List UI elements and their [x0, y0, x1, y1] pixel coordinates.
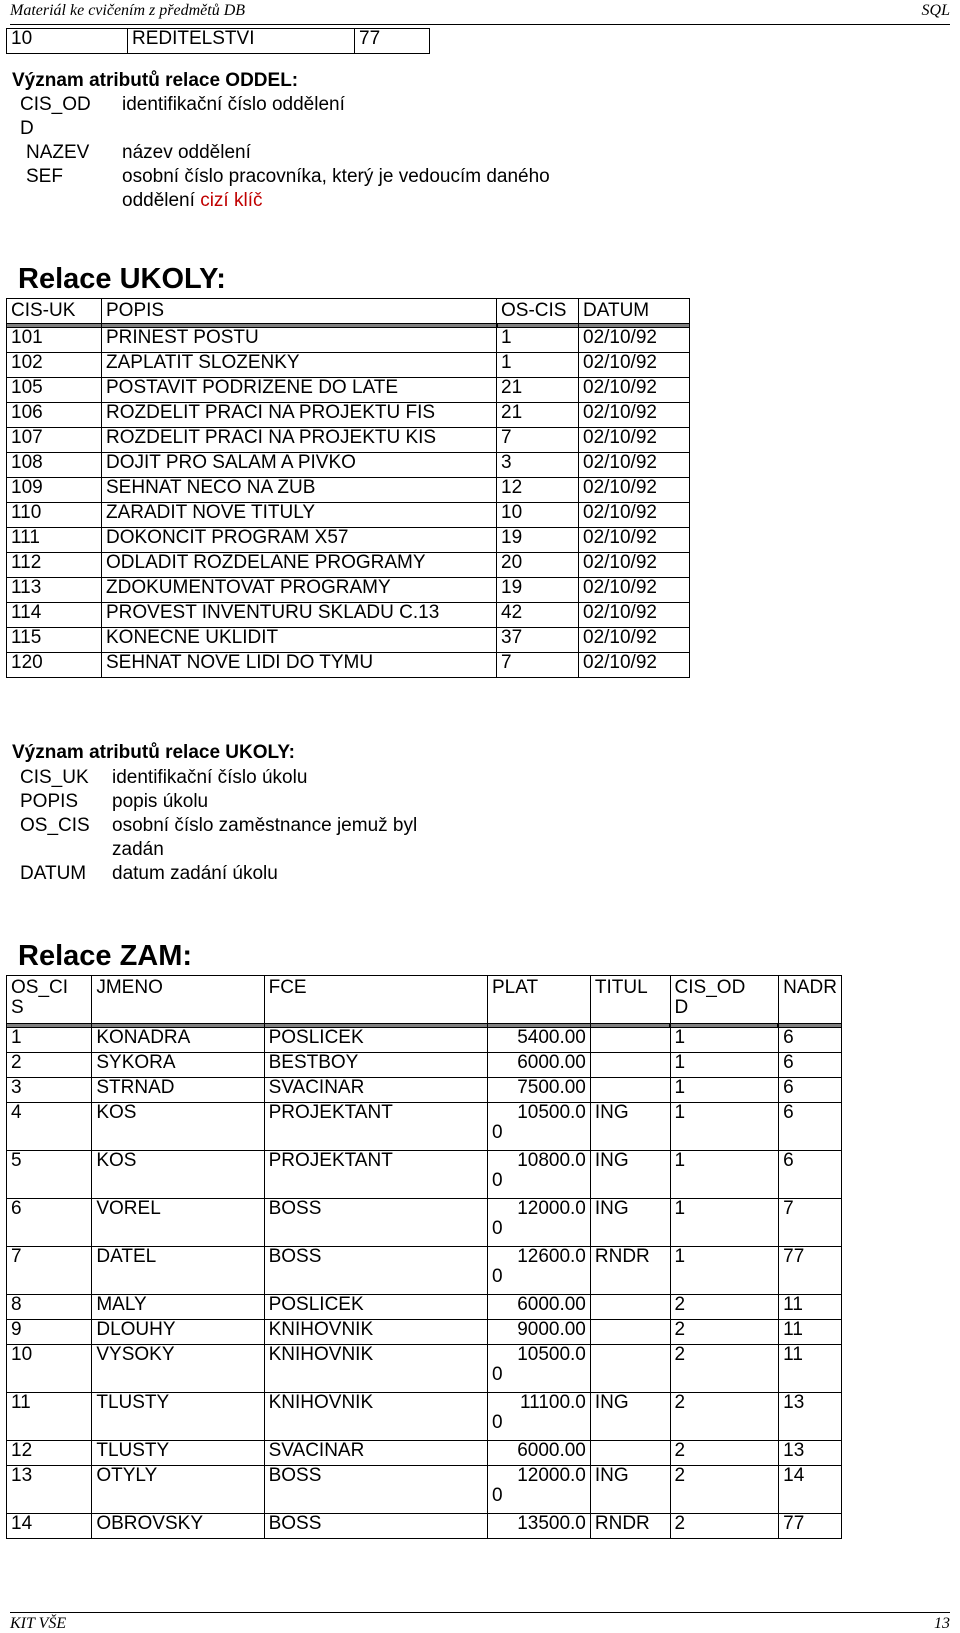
table-cell: 115 [7, 628, 102, 653]
foreign-key-note: cizí klíč [200, 190, 263, 211]
oddel-attrs-title: Význam atributů relace ODDEL: [12, 70, 299, 91]
table-row [7, 1393, 842, 1441]
table-cell: 108 [7, 453, 102, 478]
table-cell: SVACINAR [264, 1078, 487, 1103]
salary-value: 7500.00 [517, 1077, 586, 1098]
table-cell: 77 [779, 1247, 842, 1295]
attr-value: popis úkolu [112, 791, 209, 812]
table-cell: 11 [779, 1320, 842, 1345]
attr-value: identifikační číslo oddělení [122, 94, 345, 115]
table-cell [488, 1247, 591, 1295]
salary-value-wrap: 0 [492, 1218, 503, 1239]
page-footer [10, 1612, 950, 1633]
ukoly-attrs-list [20, 766, 620, 886]
table-cell: 37 [497, 628, 579, 653]
table-cell: 120 [7, 653, 102, 678]
ukoly-title: Relace UKOLY: [18, 263, 226, 295]
table-cell: 3 [497, 453, 579, 478]
table-row [7, 1199, 842, 1247]
table-cell: 02/10/92 [579, 328, 690, 353]
table-cell: 113 [7, 578, 102, 603]
table-cell: 11 [7, 1393, 92, 1441]
table-cell: 1 [497, 328, 579, 353]
ukoly-attrs-title: Význam atributů relace UKOLY: [12, 742, 295, 763]
table-row [7, 1320, 842, 1345]
table-cell: KONADRA [92, 1028, 264, 1053]
ukoly-table [6, 298, 690, 678]
table-cell: 13 [779, 1441, 842, 1466]
attr-value: identifikační číslo úkolu [112, 767, 308, 788]
column-header: CIS-UK [7, 299, 102, 324]
table-row [7, 378, 690, 403]
table-cell: 112 [7, 553, 102, 578]
table-cell [488, 1028, 591, 1053]
table-row [7, 328, 690, 353]
table-cell: OTYLY [92, 1466, 264, 1514]
table-cell: 6 [779, 1103, 842, 1151]
table-cell: ING [590, 1151, 670, 1199]
salary-value-wrap: 0 [492, 1485, 503, 1506]
table-cell: BOSS [264, 1514, 487, 1539]
oddel-cis-od: 10 [7, 29, 128, 54]
table-cell: 6 [779, 1151, 842, 1199]
table-cell: DOKONCIT PROGRAM X57 [102, 528, 497, 553]
table-cell: 11 [779, 1345, 842, 1393]
table-cell: 02/10/92 [579, 603, 690, 628]
table-row [7, 353, 690, 378]
table-cell: TLUSTY [92, 1441, 264, 1466]
table-cell: 42 [497, 603, 579, 628]
salary-value: 10800.0 [517, 1150, 586, 1171]
table-row [7, 428, 690, 453]
table-cell: OBROVSKY [92, 1514, 264, 1539]
table-cell [488, 1295, 591, 1320]
footer-institution: KIT VŠE [10, 1615, 67, 1632]
table-cell: 105 [7, 378, 102, 403]
table-header-row [7, 299, 690, 324]
attr-key: DATUM [20, 863, 87, 884]
table-cell: BOSS [264, 1199, 487, 1247]
table-cell: KONECNE UKLIDIT [102, 628, 497, 653]
salary-value-wrap: 0 [492, 1122, 503, 1143]
table-cell: 02/10/92 [579, 528, 690, 553]
table-cell [590, 1345, 670, 1393]
table-cell: 02/10/92 [579, 428, 690, 453]
table-cell [590, 1078, 670, 1103]
table-row [7, 1466, 842, 1514]
table-cell [590, 1028, 670, 1053]
table-cell: 1 [7, 1028, 92, 1053]
attr-key: NAZEV [26, 142, 90, 163]
table-cell: MALY [92, 1295, 264, 1320]
column-header: POPIS [102, 299, 497, 324]
column-header-text: NADR [783, 977, 837, 998]
column-header [590, 976, 670, 1024]
table-cell: 02/10/92 [579, 578, 690, 603]
zam-table [6, 975, 842, 1539]
table-cell: 9 [7, 1320, 92, 1345]
table-cell [488, 1103, 591, 1151]
table-cell: 2 [670, 1345, 779, 1393]
attr-value-cont [122, 189, 262, 213]
table-row [7, 578, 690, 603]
column-header [670, 976, 779, 1024]
table-cell: 11 [779, 1295, 842, 1320]
table-cell: 14 [7, 1514, 92, 1539]
table-cell: 7 [779, 1199, 842, 1247]
table-cell: 02/10/92 [579, 478, 690, 503]
table-cell [488, 1393, 591, 1441]
table-cell: BOSS [264, 1247, 487, 1295]
table-cell: 21 [497, 378, 579, 403]
table-cell: SYKORA [92, 1053, 264, 1078]
table-cell [488, 1151, 591, 1199]
table-row [7, 453, 690, 478]
salary-value: 10500.0 [517, 1102, 586, 1123]
table-row [7, 1441, 842, 1466]
table-cell: 2 [670, 1466, 779, 1514]
table-cell: 20 [497, 553, 579, 578]
table-cell: KOS [92, 1151, 264, 1199]
table-cell [590, 1441, 670, 1466]
table-cell: SEHNAT NECO NA ZUB [102, 478, 497, 503]
attr-key: D [20, 118, 34, 139]
column-header [488, 976, 591, 1024]
header-course-title: Materiál ke cvičením z předmětů DB [10, 2, 246, 19]
table-cell: 1 [670, 1151, 779, 1199]
salary-value: 12600.0 [517, 1246, 586, 1267]
table-cell: 12 [7, 1441, 92, 1466]
page-number: 13 [934, 1615, 950, 1632]
table-cell: 111 [7, 528, 102, 553]
table-row [7, 403, 690, 428]
table-row [7, 1151, 842, 1199]
table-cell: 2 [7, 1053, 92, 1078]
attr-value: osobní číslo pracovníka, který je vedoucím daného [122, 166, 550, 187]
column-header-text: OS_CI [11, 977, 69, 998]
column-header-text: PLAT [492, 977, 539, 998]
column-header: OS-CIS [497, 299, 579, 324]
table-cell [590, 1295, 670, 1320]
table-row [7, 553, 690, 578]
table-cell: 1 [497, 353, 579, 378]
table-cell: VOREL [92, 1199, 264, 1247]
attr-key: SEF [26, 166, 63, 187]
attr-key: CIS_UK [20, 767, 89, 788]
table-cell: BESTBOY [264, 1053, 487, 1078]
table-row [7, 1345, 842, 1393]
column-header-text: TITUL [594, 977, 648, 998]
table-cell: 2 [670, 1441, 779, 1466]
table-cell: 1 [670, 1028, 779, 1053]
table-row [7, 1295, 842, 1320]
table-row [7, 1247, 842, 1295]
table-cell: ZAPLATIT SLOZENKY [102, 353, 497, 378]
table-cell: SVACINAR [264, 1441, 487, 1466]
table-cell: 1 [670, 1078, 779, 1103]
table-cell: 19 [497, 578, 579, 603]
table-cell: 02/10/92 [579, 553, 690, 578]
salary-value: 5400.00 [517, 1027, 586, 1048]
column-header-text: FCE [268, 977, 307, 998]
header-topic: SQL [921, 2, 950, 19]
table-cell: 02/10/92 [579, 503, 690, 528]
column-header [779, 976, 842, 1024]
attr-value: osobní číslo zaměstnance jemuž byl [112, 815, 418, 836]
table-cell: KNIHOVNIK [264, 1320, 487, 1345]
table-row [7, 528, 690, 553]
table-cell [488, 1320, 591, 1345]
table-row [7, 603, 690, 628]
table-cell: 10 [497, 503, 579, 528]
salary-value: 13500.0 [517, 1513, 586, 1534]
table-cell: ROZDELIT PRACI NA PROJEKTU KIS [102, 428, 497, 453]
column-header: DATUM [579, 299, 690, 324]
column-header [264, 976, 487, 1024]
table-cell: BOSS [264, 1466, 487, 1514]
table-cell: ING [590, 1393, 670, 1441]
table-cell: RNDR [590, 1514, 670, 1539]
table-cell: PROJEKTANT [264, 1103, 487, 1151]
oddel-sef: 77 [355, 29, 430, 54]
table-cell: 12 [497, 478, 579, 503]
page-header [10, 0, 950, 25]
salary-value: 12000.0 [517, 1198, 586, 1219]
table-row [7, 1078, 842, 1103]
table-cell: DATEL [92, 1247, 264, 1295]
table-cell: 7 [497, 653, 579, 678]
table-cell: 102 [7, 353, 102, 378]
table-cell: KOS [92, 1103, 264, 1151]
table-row [7, 29, 430, 54]
table-row [7, 503, 690, 528]
attr-key: CIS_OD [20, 94, 91, 115]
attr-value: datum zadání úkolu [112, 863, 278, 884]
table-cell: 1 [670, 1247, 779, 1295]
salary-value: 6000.00 [517, 1052, 586, 1073]
salary-value: 10500.0 [517, 1344, 586, 1365]
oddel-row-table [6, 28, 430, 54]
salary-value-wrap: 0 [492, 1412, 503, 1433]
salary-value-wrap: 0 [492, 1170, 503, 1191]
column-header-text: CIS_OD [674, 977, 746, 998]
salary-value: 6000.00 [517, 1294, 586, 1315]
table-cell: 4 [7, 1103, 92, 1151]
attr-value: název oddělení [122, 142, 251, 163]
table-cell: 02/10/92 [579, 653, 690, 678]
table-cell [488, 1053, 591, 1078]
table-cell: 7 [497, 428, 579, 453]
table-cell: SEHNAT NOVE LIDI DO TYMU [102, 653, 497, 678]
table-row [7, 1514, 842, 1539]
column-header-text: S [11, 997, 24, 1018]
salary-value-wrap: 0 [492, 1364, 503, 1385]
table-cell: 2 [670, 1320, 779, 1345]
table-cell: PROVEST INVENTURU SKLADU C.13 [102, 603, 497, 628]
table-cell: DLOUHY [92, 1320, 264, 1345]
table-header-row [7, 976, 842, 1024]
table-cell: 6 [779, 1053, 842, 1078]
table-cell: 21 [497, 403, 579, 428]
table-cell: PROJEKTANT [264, 1151, 487, 1199]
table-cell: 13 [7, 1466, 92, 1514]
table-cell: 6 [779, 1028, 842, 1053]
table-cell: TLUSTY [92, 1393, 264, 1441]
salary-value: 11100.0 [520, 1392, 586, 1413]
table-cell: RNDR [590, 1247, 670, 1295]
salary-value: 9000.00 [517, 1319, 586, 1340]
table-cell: 1 [670, 1053, 779, 1078]
table-cell: ROZDELIT PRACI NA PROJEKTU FIS [102, 403, 497, 428]
oddel-attrs-list [20, 93, 620, 213]
table-cell: 7 [7, 1247, 92, 1295]
table-cell: 1 [670, 1103, 779, 1151]
table-cell: PRINEST POSTU [102, 328, 497, 353]
salary-value-wrap: 0 [492, 1266, 503, 1287]
table-cell: 6 [7, 1199, 92, 1247]
table-cell: 02/10/92 [579, 628, 690, 653]
column-header [7, 976, 92, 1024]
table-cell: 2 [670, 1393, 779, 1441]
table-cell: 101 [7, 328, 102, 353]
table-cell: ZARADIT NOVE TITULY [102, 503, 497, 528]
table-cell: 114 [7, 603, 102, 628]
table-cell: POSLICEK [264, 1028, 487, 1053]
table-cell: ING [590, 1466, 670, 1514]
table-cell: 1 [670, 1199, 779, 1247]
table-cell: POSTAVIT PODRIZENE DO LATE [102, 378, 497, 403]
table-cell [488, 1514, 591, 1539]
table-cell: 109 [7, 478, 102, 503]
table-cell: 5 [7, 1151, 92, 1199]
table-cell: ING [590, 1199, 670, 1247]
table-cell: 2 [670, 1514, 779, 1539]
table-row [7, 628, 690, 653]
column-header [92, 976, 264, 1024]
attr-key: OS_CIS [20, 815, 90, 836]
table-cell: VYSOKY [92, 1345, 264, 1393]
table-cell: ING [590, 1103, 670, 1151]
table-cell: 19 [497, 528, 579, 553]
table-cell: ODLADIT ROZDELANE PROGRAMY [102, 553, 497, 578]
table-cell: 13 [779, 1393, 842, 1441]
table-cell [590, 1320, 670, 1345]
table-cell: 02/10/92 [579, 403, 690, 428]
table-cell: 02/10/92 [579, 453, 690, 478]
table-row [7, 1053, 842, 1078]
attr-value: zadán [112, 839, 164, 860]
table-cell: 8 [7, 1295, 92, 1320]
table-cell: 02/10/92 [579, 378, 690, 403]
table-cell: 6 [779, 1078, 842, 1103]
table-cell [488, 1199, 591, 1247]
zam-title: Relace ZAM: [18, 940, 193, 972]
column-header-text: JMENO [96, 977, 163, 998]
column-header-text: D [674, 997, 689, 1018]
table-cell: 110 [7, 503, 102, 528]
table-cell: KNIHOVNIK [264, 1345, 487, 1393]
table-cell: DOJIT PRO SALAM A PIVKO [102, 453, 497, 478]
table-cell: KNIHOVNIK [264, 1393, 487, 1441]
table-cell [488, 1078, 591, 1103]
table-row [7, 478, 690, 503]
table-cell: ZDOKUMENTOVAT PROGRAMY [102, 578, 497, 603]
oddel-nazev: REDITELSTVI [128, 29, 355, 54]
table-cell [488, 1466, 591, 1514]
table-cell: 3 [7, 1078, 92, 1103]
table-row [7, 1028, 842, 1053]
table-cell: 02/10/92 [579, 353, 690, 378]
table-cell: 106 [7, 403, 102, 428]
attr-key: POPIS [20, 791, 79, 812]
salary-value: 12000.0 [517, 1465, 586, 1486]
table-row [7, 653, 690, 678]
table-cell: POSLICEK [264, 1295, 487, 1320]
table-cell [590, 1053, 670, 1078]
table-cell: STRNAD [92, 1078, 264, 1103]
table-cell: 10 [7, 1345, 92, 1393]
table-row [7, 1103, 842, 1151]
table-cell [488, 1345, 591, 1393]
attr-value: oddělení [122, 190, 195, 211]
table-cell: 77 [779, 1514, 842, 1539]
salary-value: 6000.00 [517, 1440, 586, 1461]
table-cell: 2 [670, 1295, 779, 1320]
table-cell: 107 [7, 428, 102, 453]
table-cell [488, 1441, 591, 1466]
table-cell: 14 [779, 1466, 842, 1514]
